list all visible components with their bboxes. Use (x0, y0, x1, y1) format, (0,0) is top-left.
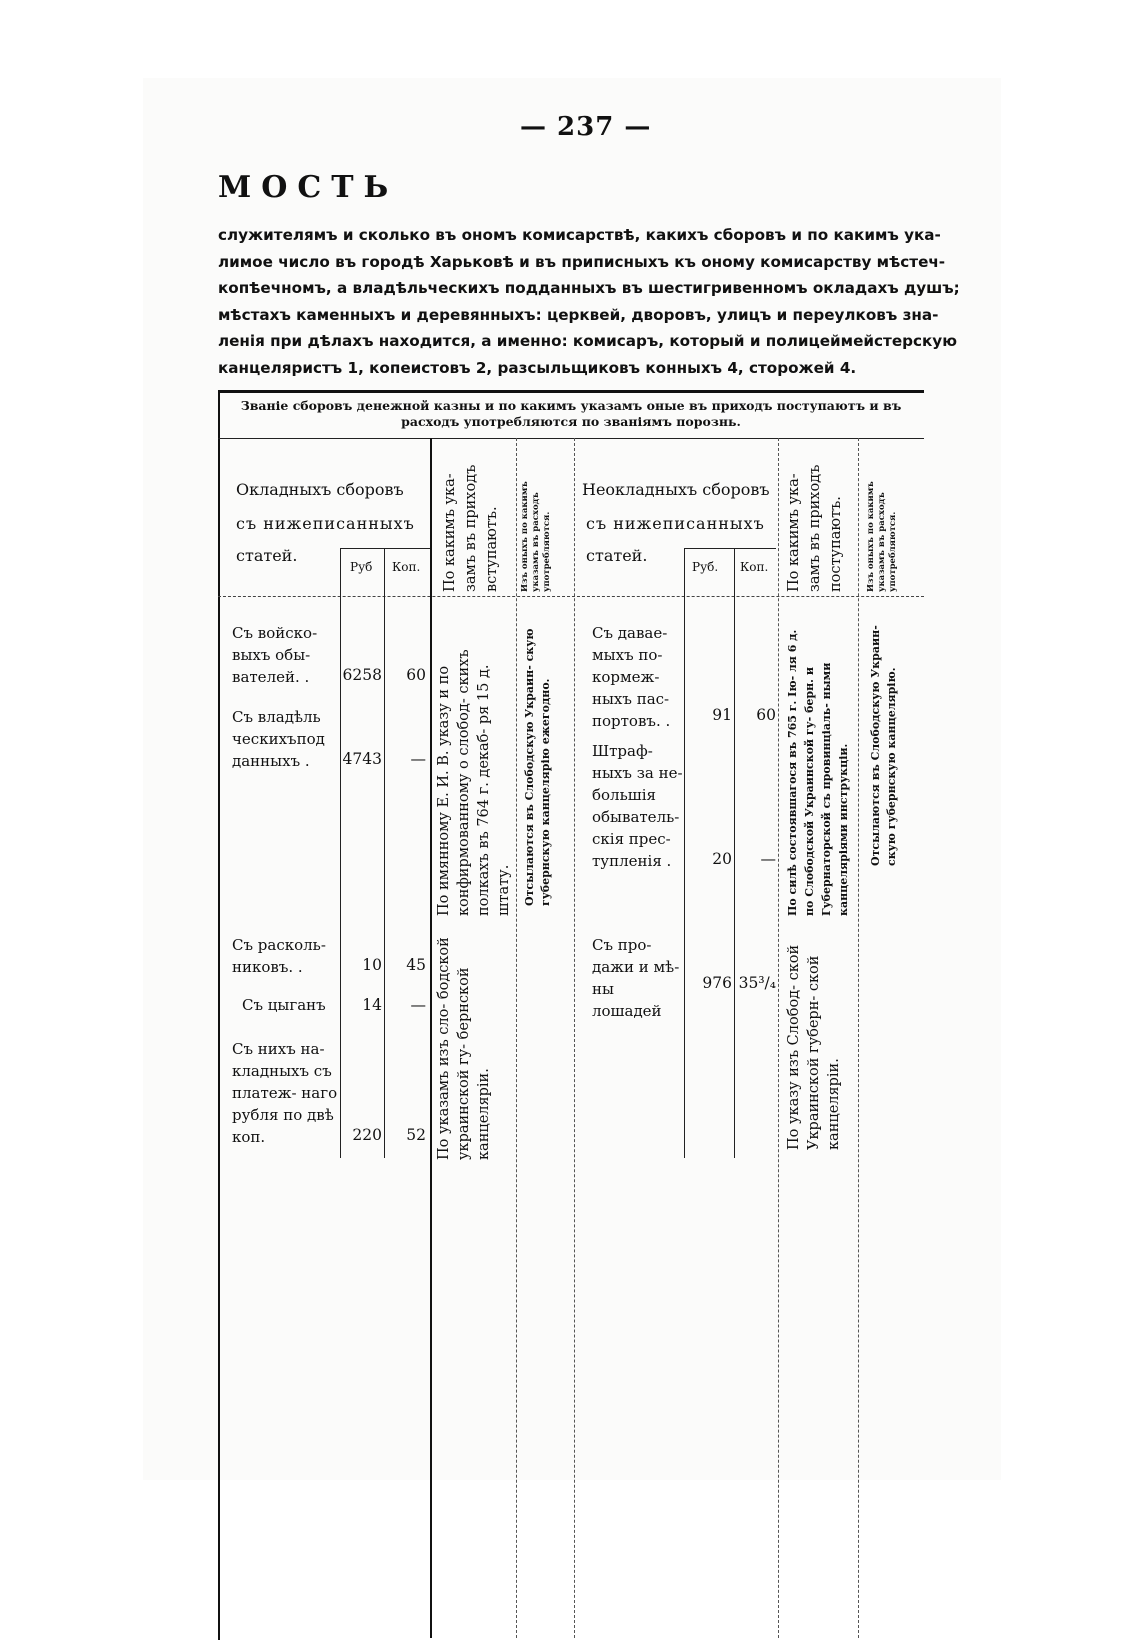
left-row-kop: — (410, 750, 426, 768)
left-row-kop: — (410, 996, 426, 1014)
left-row-label: Съ владѣль ческихъпод данныхъ . (232, 708, 325, 770)
okl-header-line: съ нижеписанныхъ (236, 514, 415, 533)
ukaz-text: По имянному Е. И. В. указу и по конфирмованному о слобод- скихъ полкахъ въ 764 г. декаб- ря 15 д. штату. (436, 649, 512, 916)
intro-line: служителямъ и сколько въ ономъ комисарствѣ, какихъ сборовъ и по какимъ ука- (218, 226, 941, 244)
intro-line: ленія при дѣлахъ находится, а именно: комисаръ, который и полицеймейстерскую (218, 332, 957, 351)
right-row-rub: 91 (712, 706, 732, 724)
table-title (224, 398, 918, 430)
ukaz2-end-rule (858, 438, 859, 1638)
left-row-kop: 52 (406, 1126, 426, 1144)
table-title-line: Званіе сборовъ денежной казны и по какимъ указамъ оные въ приходъ поступаютъ и въ (240, 398, 902, 413)
right-row-label: Съ про- дажи и мѣ- ны лошадей (592, 936, 680, 1020)
ukaz-header: По какимъ ука- замъ въ приходъ вступаютъ. (442, 464, 500, 592)
rashod-text: Отсылаются въ Слободскую Украин- скую губернскую канцелярію ежегодно. (523, 628, 552, 906)
rashod-header: Изъ оныхъ по какимъ указамъ въ расходъ употребляются. (520, 481, 552, 592)
intro-paragraph (218, 222, 960, 382)
okl-header-line: статей. (236, 546, 298, 565)
kop2-header: Коп. (740, 560, 769, 574)
right-row-label: Съ давае- мыхъ по- кормеж- ныхъ пас- портовъ. . (592, 624, 671, 730)
neokl-header-line: съ нижеписанныхъ (586, 514, 765, 533)
column-header-divider (218, 596, 924, 597)
ukaz-text-2: По силѣ состоявшагося въ 765 г. Ію- ля 6 д. по Слободской Украинской гу- берн. и Губернаторской съ провинціаль- ными канцеляріями инструкціи. (786, 629, 850, 916)
right-row-label: Штраф- ныхъ за не- большія обыватель- скія прес- тупленія . (592, 742, 683, 870)
rub2-header: Руб. (692, 560, 719, 574)
intro-line: мѣстахъ каменныхъ и деревянныхъ: церквей, дворовъ, улицъ и переулковъ зна- (218, 305, 939, 324)
right-row-kop: — (760, 850, 776, 868)
kop2-column-rule (734, 548, 735, 1158)
okl-header-line: Окладныхъ сборовъ (236, 480, 404, 499)
table-top-rule (218, 390, 924, 393)
collections-table (218, 390, 924, 1640)
okl-end-rule (430, 438, 432, 1638)
left-row-rub: 14 (362, 996, 382, 1014)
left-row-rub: 220 (352, 1126, 382, 1144)
right-row-rub: 20 (712, 850, 732, 868)
ukaz-text: По указамъ изъ сло- бодской украинской гу- бернской канцеляріи. (436, 937, 492, 1160)
neokl-header-line: Неокладныхъ сборовъ (582, 480, 770, 499)
kop-header: Коп. (392, 560, 421, 574)
left-row-label: Съ цыганъ (242, 996, 326, 1014)
ukaz1-end-rule (516, 438, 517, 1638)
table-title-line: расходъ употребляются по званіямъ порознь. (401, 414, 741, 429)
rub-kop-divider-right (684, 548, 776, 549)
page-number: — 237 — (520, 112, 652, 142)
rub-header: Руб (350, 560, 373, 574)
page-heading: МОСТЬ (218, 170, 399, 205)
left-row-kop: 60 (406, 666, 426, 684)
rashod-text-2: Отсылаются въ Слободскую Украин- скую губернскую канцелярію. (869, 625, 898, 866)
left-row-label: Съ расколь- никовъ. . (232, 936, 326, 976)
right-row-rub: 976 (702, 974, 732, 992)
kop-column-rule (384, 548, 385, 1158)
table-left-rule (218, 390, 220, 1640)
left-row-rub: 6258 (342, 666, 382, 684)
right-row-kop: 35³/₄ (738, 974, 776, 992)
neokl-header-line: статей. (586, 546, 648, 565)
intro-line: канцеляристъ 1, копеистовъ 2, разсыльщиковъ конныхъ 4, сторожей 4. (218, 358, 857, 377)
rashod-header-2: Изъ оныхъ по какимъ указамъ въ расходъ употребляются. (866, 481, 898, 592)
left-row-rub: 4743 (342, 750, 382, 768)
header-divider (218, 438, 924, 439)
intro-line: лимое число въ городѣ Харьковѣ и въ приписныхъ къ оному комисарству мѣстеч- (218, 252, 946, 271)
ukaz-header-2: По какимъ ука- замъ въ приходъ поступаютъ. (786, 464, 844, 592)
left-row-rub: 10 (362, 956, 382, 974)
ukaz-text-2: По указу изъ Слобод- ской Украинской губерн- ской канцеляріи. (786, 944, 842, 1150)
neokl-end-rule (778, 438, 779, 1638)
right-row-kop: 60 (756, 706, 776, 724)
left-row-label: Съ войско- выхъ обы- вателей. . (232, 624, 318, 686)
rub-kop-divider-left (340, 548, 430, 549)
intro-line: копѣечномъ, а владѣльческихъ подданныхъ въ шестигривенномъ окладахъ душъ; (218, 279, 960, 298)
rub-column-rule (340, 548, 341, 1158)
left-row-label: Съ нихъ на- кладныхъ съ платеж- наго рубля по двѣ коп. (232, 1040, 338, 1146)
rashod1-end-rule (574, 438, 575, 1638)
left-row-kop: 45 (406, 956, 426, 974)
